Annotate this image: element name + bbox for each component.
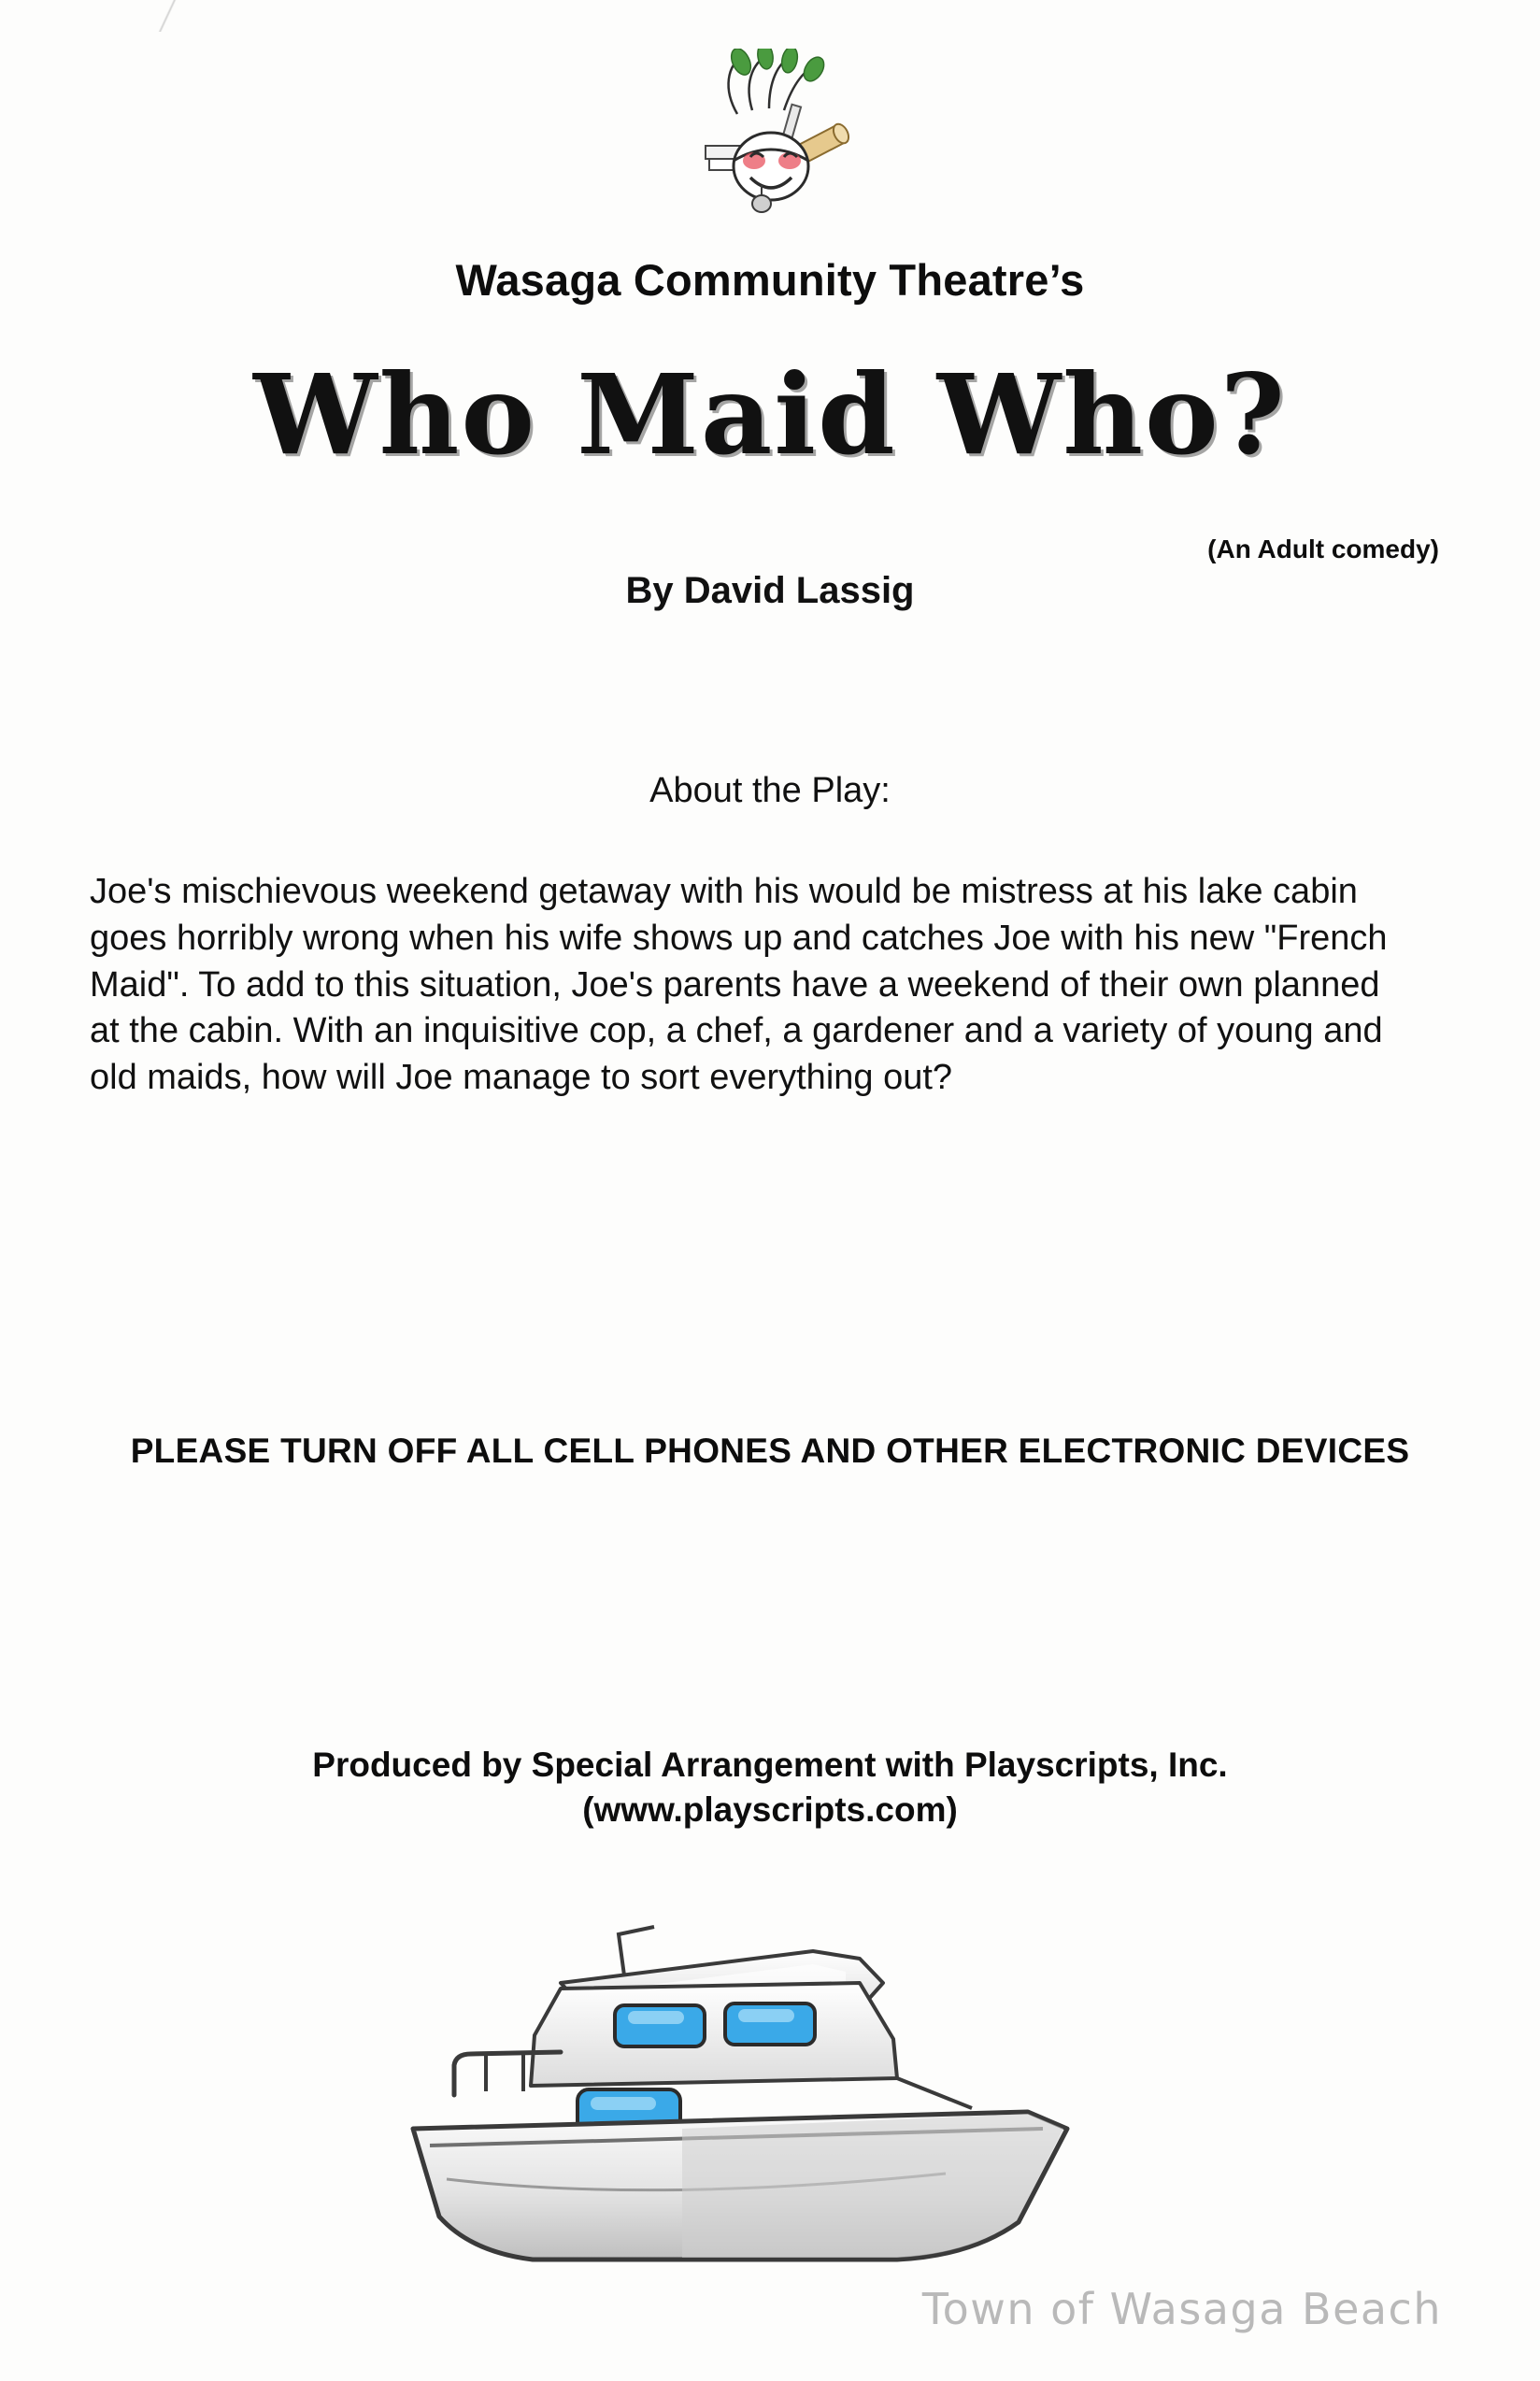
company-name: Wasaga Community Theatre’s: [455, 255, 1085, 305]
watermark-text: Town of Wasaga Beach: [921, 2284, 1442, 2334]
about-the-play-heading: About the Play:: [649, 771, 891, 810]
playwright-byline: By David Lassig: [625, 570, 915, 611]
play-title: Who Maid Who?: [253, 349, 1287, 479]
producer-credit: [90, 1743, 1450, 1832]
producer-credit-line1: Produced by Special Arrangement with Playscripts, Inc.: [312, 1746, 1228, 1784]
theatre-masks-logo-icon: [672, 49, 868, 217]
motor-boat-illustration-icon: [374, 1878, 1121, 2280]
play-synopsis: Joe's mischievous weekend getaway with his would be mistress at his lake cabin goes horribly wrong when his wife shows up and catches Joe with his new "French Maid". To add to this situation, Joe's parents have a weekend of their own planned at the cabin. With an inquisitive cop, a chef, a gardener and a variety of young and old maids, how will Joe manage to sort everything out?: [90, 872, 1388, 1098]
scan-artifact: [157, 0, 178, 32]
theatre-logo: [0, 49, 1540, 217]
producer-credit-line2: (www.playscripts.com): [582, 1790, 958, 1830]
cell-phone-notice: PLEASE TURN OFF ALL CELL PHONES AND OTHER ELECTRONIC DEVICES: [130, 1432, 1410, 1470]
adult-comedy-note: (An Adult comedy): [1207, 535, 1439, 563]
